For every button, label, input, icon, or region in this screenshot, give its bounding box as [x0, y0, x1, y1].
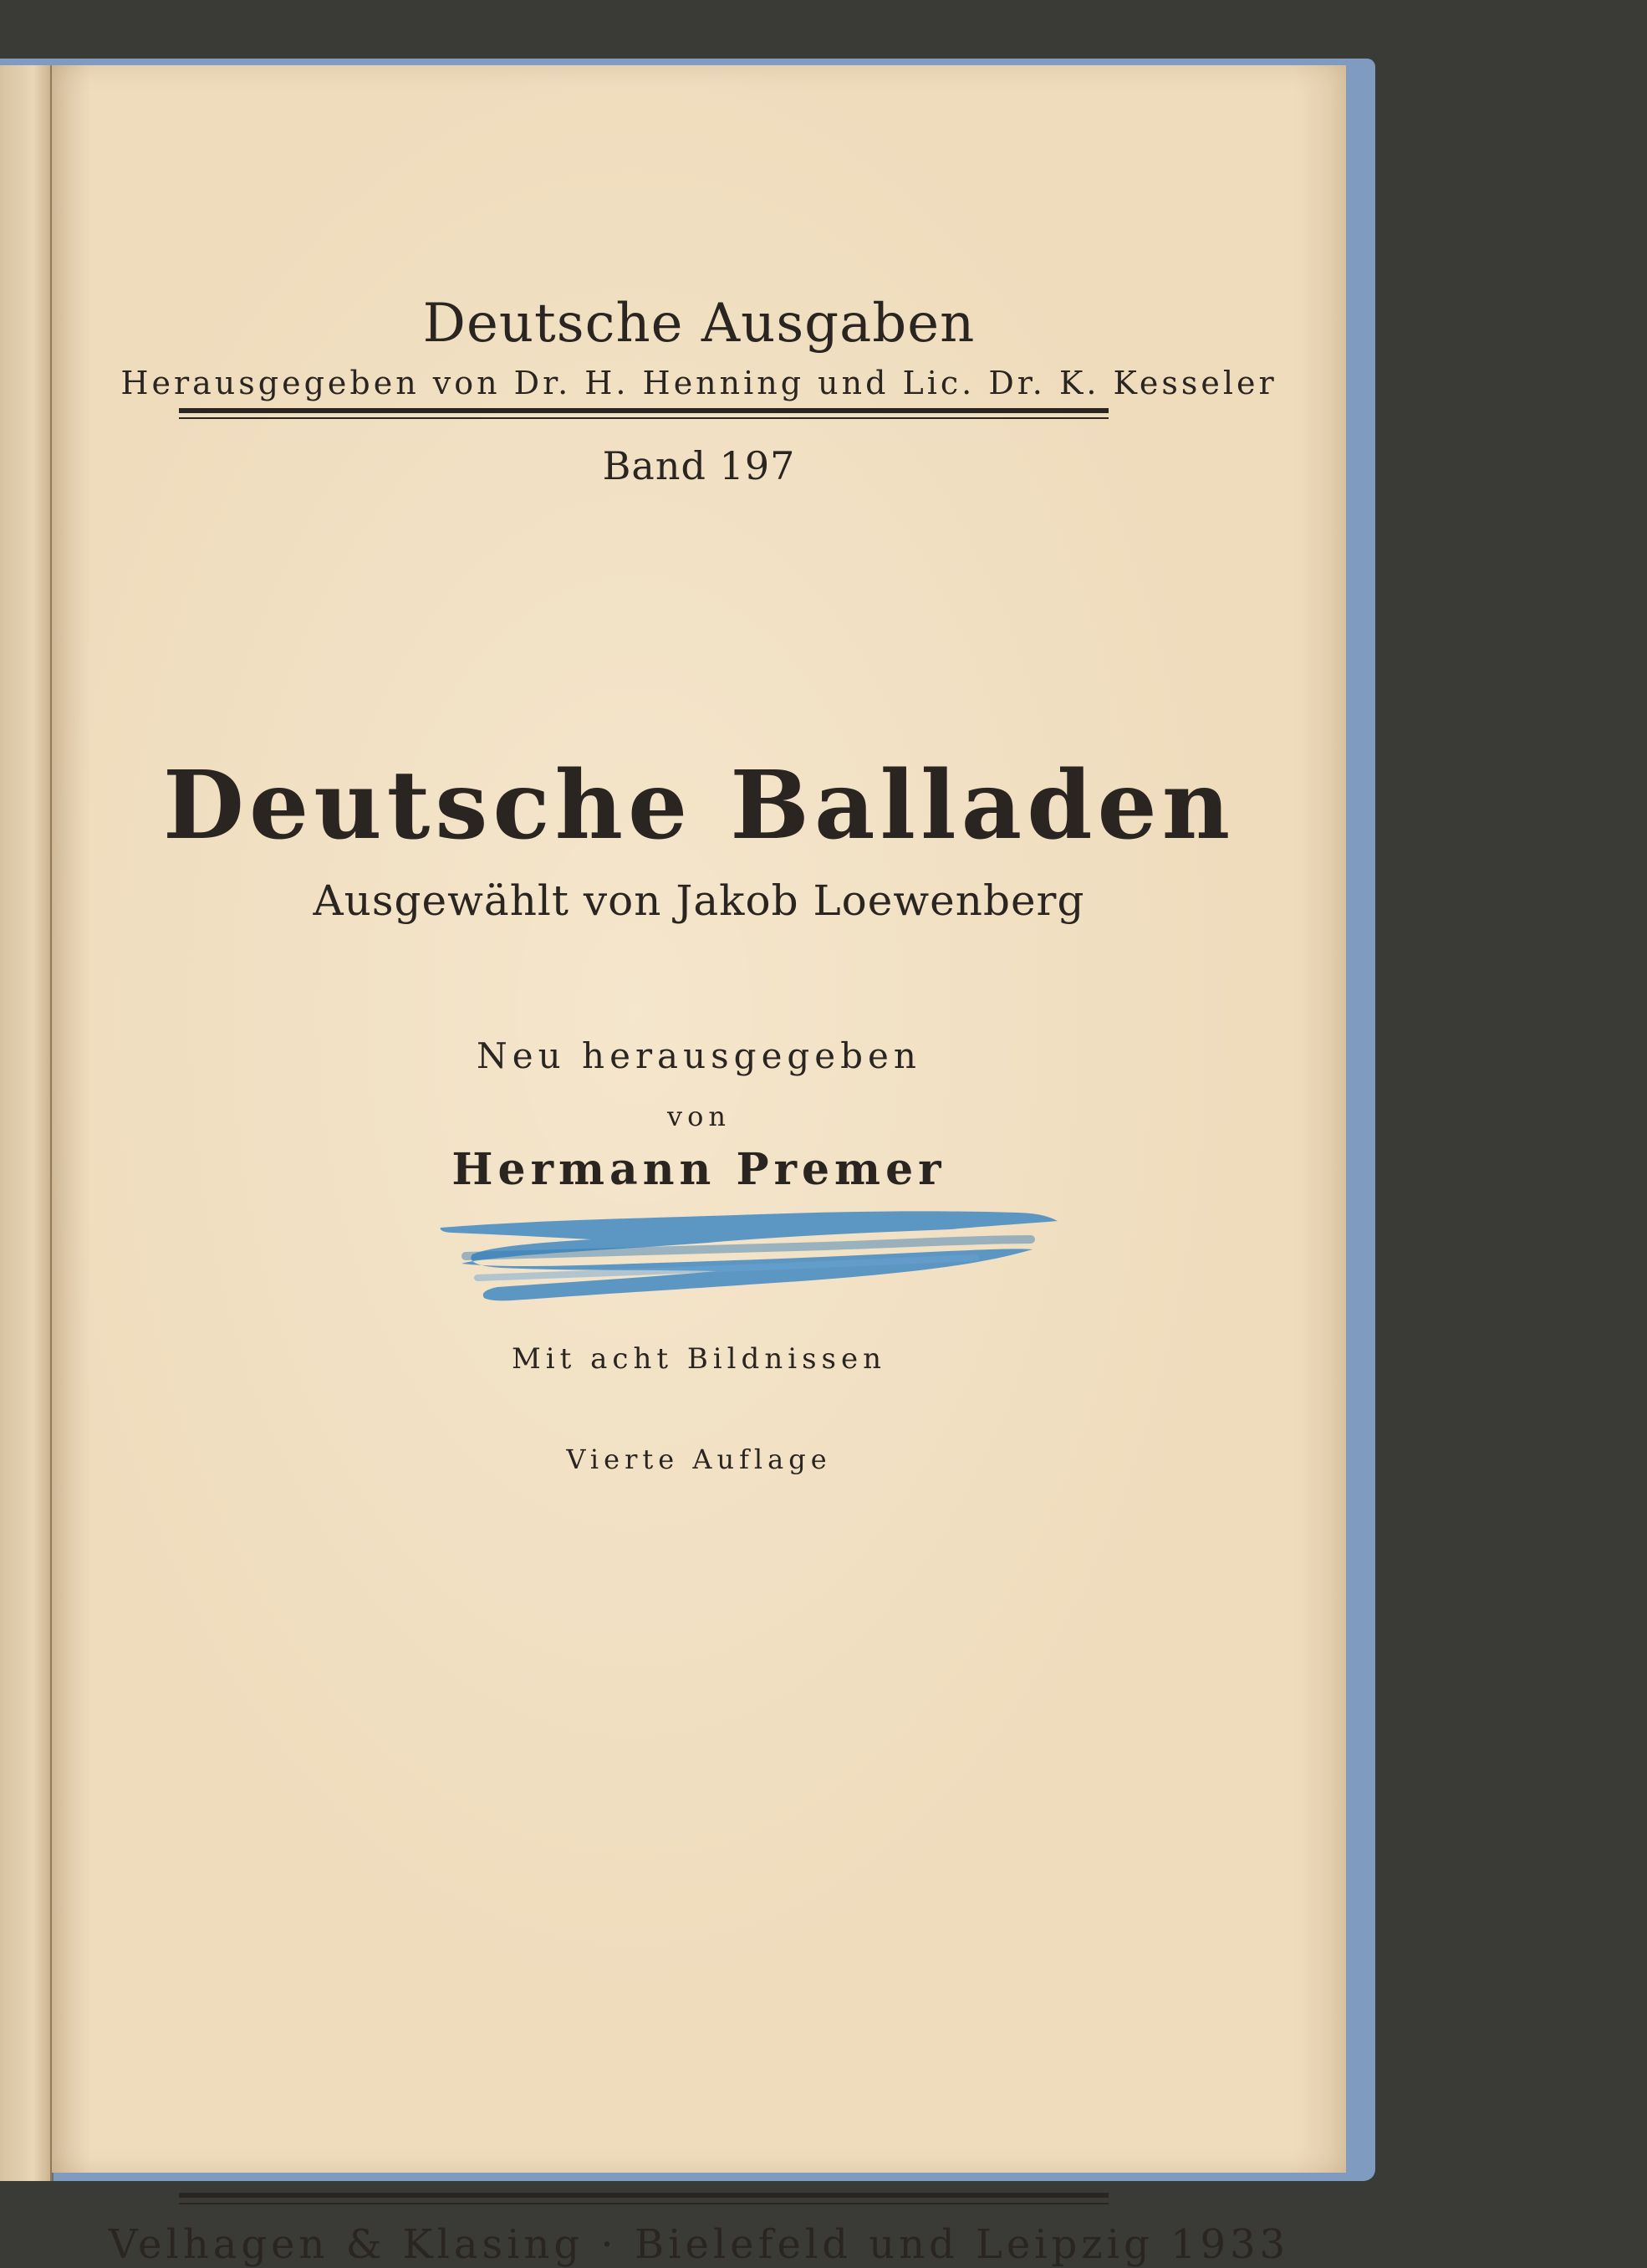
top-thick-rule — [179, 408, 1109, 413]
by-line: von — [667, 1101, 731, 1132]
bottom-thin-rule — [179, 2203, 1109, 2204]
selected-by-line: Ausgewählt von Jakob Loewenberg — [313, 876, 1085, 925]
series-title: Deutsche Ausgaben — [422, 293, 976, 355]
book-title: Deutsche Balladen — [162, 751, 1236, 861]
left-page-edge — [0, 65, 52, 2181]
newly-edited-line: Neu herausgegeben — [477, 1035, 921, 1076]
volume-number: Band 197 — [602, 443, 796, 488]
title-page — [52, 65, 1346, 2268]
edition-note: Vierte Auflage — [566, 1443, 832, 1475]
blue-crayon-strikeout — [432, 1184, 1068, 1318]
publisher-imprint: Velhagen & Klasing · Bielefeld und Leipzig 1933 — [108, 2221, 1290, 2268]
bottom-thick-rule — [179, 2193, 1109, 2198]
series-editors: Herausgegeben von Dr. H. Henning und Lic. Dr. K. Kesseler — [120, 365, 1277, 401]
illustrations-note: Mit acht Bildnissen — [511, 1342, 887, 1376]
editor-name: Hermann Premer — [451, 1144, 946, 1195]
top-thin-rule — [179, 417, 1109, 419]
